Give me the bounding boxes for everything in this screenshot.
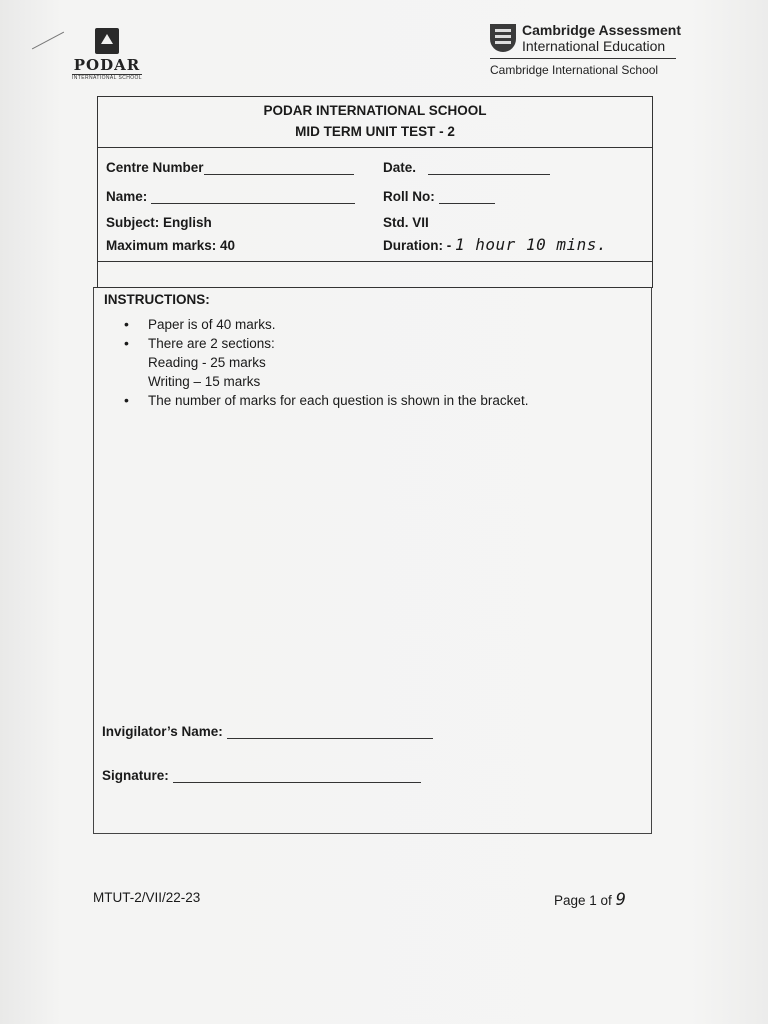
signature-field[interactable]: [102, 768, 421, 783]
date-line[interactable]: [428, 160, 550, 175]
invigilator-name-field[interactable]: [102, 724, 433, 739]
centre-number-field[interactable]: [106, 160, 354, 175]
exam-details-box: [97, 96, 653, 262]
duration-label: Duration: -: [383, 238, 452, 253]
name-label: Name:: [106, 189, 148, 204]
board-line2: International Education: [522, 38, 666, 54]
school-name-title: PODAR INTERNATIONAL SCHOOL: [263, 103, 487, 118]
instruction-item: • There are 2 sections:: [124, 334, 528, 353]
date-label: Date.: [383, 160, 417, 175]
max-marks-label: Maximum marks: 40: [106, 238, 236, 253]
duration-value: 1 hour 10 mins.: [455, 235, 608, 254]
school-emblem-icon: [95, 28, 119, 54]
instruction-subitem: Writing – 15 marks: [148, 374, 261, 389]
school-logo-text: PODAR: [73, 56, 141, 74]
invigilator-name-line[interactable]: [227, 724, 433, 739]
instructions-box: [93, 287, 652, 834]
school-logo-subtext: INTERNATIONAL SCHOOL: [72, 75, 142, 81]
subject-label: Subject:: [106, 215, 160, 230]
instructions-title: INSTRUCTIONS:: [104, 292, 210, 307]
instruction-item: • The number of marks for each question is shown in the bracket.: [124, 391, 528, 410]
instruction-item: • Paper is of 40 marks.: [124, 315, 528, 334]
cambridge-shield-icon: [490, 24, 516, 52]
std-field: [383, 215, 429, 230]
name-line[interactable]: [151, 189, 355, 204]
centre-number-label: Centre Number: [106, 160, 204, 175]
exam-title-row: [98, 97, 652, 148]
board-school: Cambridge International School: [490, 63, 659, 77]
roll-no-line[interactable]: [439, 189, 495, 204]
page-label: Page 1 of: [554, 893, 612, 908]
instructions-list: [124, 315, 528, 410]
test-name-title: MID TERM UNIT TEST - 2: [295, 124, 455, 139]
board-divider: [490, 58, 676, 59]
max-marks-field: [106, 238, 235, 253]
paper-code: MTUT-2/VII/22-23: [93, 890, 201, 905]
blank-row: [97, 262, 653, 288]
page-total: 9: [615, 890, 627, 910]
signature-line[interactable]: [173, 768, 421, 783]
invigilator-name-label: Invigilator’s Name:: [102, 724, 223, 739]
subject-field: [106, 215, 212, 230]
centre-number-line[interactable]: [204, 160, 354, 175]
signature-label: Signature:: [102, 768, 169, 783]
roll-no-label: Roll No:: [383, 189, 435, 204]
page-indicator: [554, 890, 627, 910]
roll-no-field[interactable]: [383, 189, 495, 204]
name-field[interactable]: [106, 189, 355, 204]
subject-value: English: [163, 215, 212, 230]
date-field[interactable]: [383, 160, 550, 175]
instruction-subitem: Reading - 25 marks: [148, 355, 266, 370]
duration-field: [383, 235, 607, 254]
school-logo: [72, 28, 142, 81]
std-label: Std. VII: [383, 215, 429, 230]
board-line1: Cambridge Assessment: [522, 22, 681, 38]
